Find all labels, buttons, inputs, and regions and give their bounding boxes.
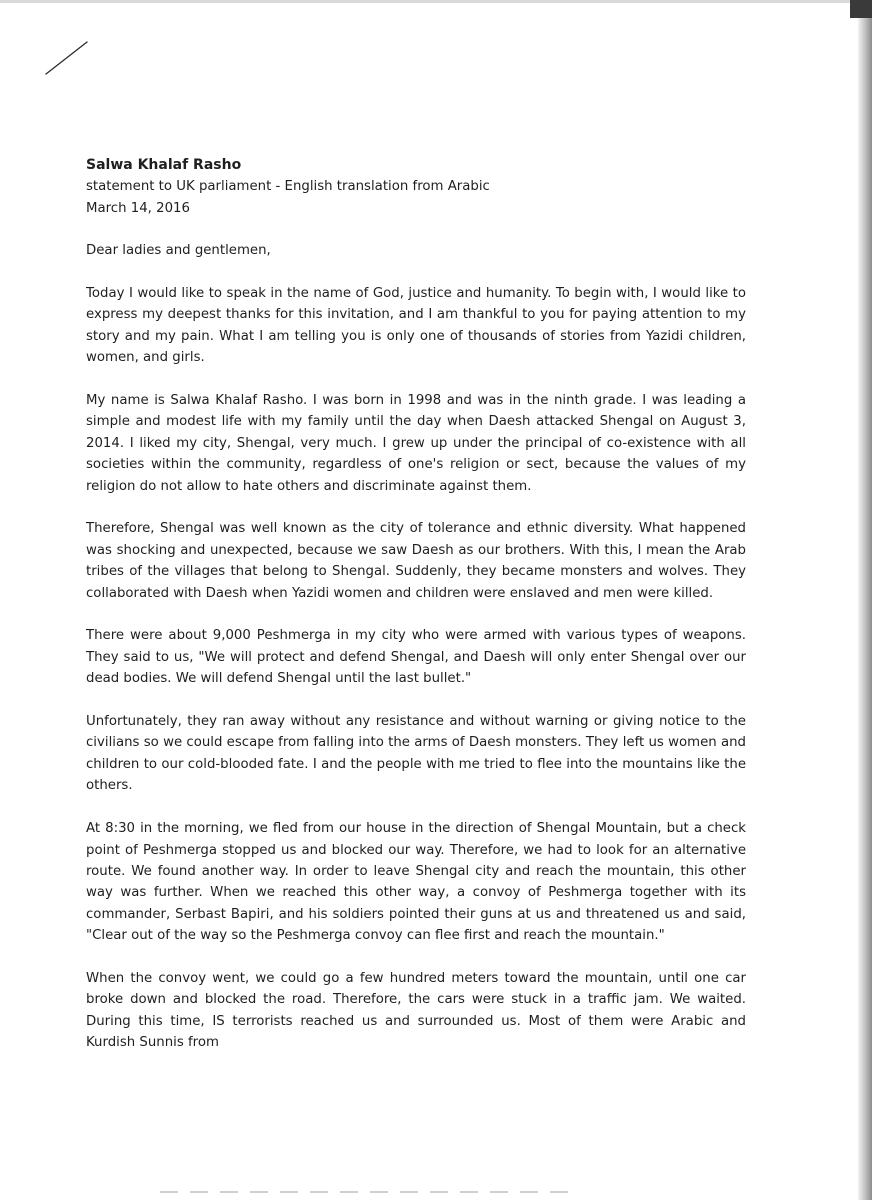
- document-subtitle: statement to UK parliament - English translation from Arabic: [86, 179, 490, 195]
- document-date: March 14, 2016: [86, 200, 190, 216]
- paragraph: Therefore, Shengal was well known as the city of tolerance and ethnic diversity. What happened was shocking and unexpected, because we saw Daesh as our brothers. With this, I mean the Arab tribes of the villages that belong to Shengal. Suddenly, they became monsters and wolves. They collaborated with Daesh when Yazidi women and children were enslaved and men were killed.: [86, 521, 746, 601]
- paragraph: When the convoy went, we could go a few hundred meters toward the mountain, until one car broke down and blocked the road. Therefore, the cars were stuck in a traffic jam. We waited. During this time, IS terrorists reached us and surrounded us. Most of them were Arabic and Kurdish Sunnis from: [86, 970, 746, 1051]
- paragraph: Unfortunately, they ran away without any resistance and without warning or giving notice to the civilians so we could escape from falling into the arms of Daesh monsters. They left us women and children to our cold-blooded fate. I and the people with me tried to flee into the mountains like the others.: [86, 714, 746, 794]
- author-name: Salwa Khalaf Rasho: [86, 157, 242, 173]
- scan-corner-shadow: [850, 0, 872, 18]
- scan-faint-marks: [160, 1191, 580, 1193]
- paragraph: Today I would like to speak in the name of God, justice and humanity. To begin with, I would like to express my deepest thanks for this invitation, and I am thankful to you for paying attention to my story and my pain. What I am telling you is only one of thousands of stories from Yazidi children, women, and girls.: [86, 286, 746, 366]
- scan-edge-right: [858, 0, 872, 1200]
- pen-stroke-mark: [44, 40, 90, 76]
- scan-edge-top: [0, 0, 872, 3]
- paragraph: There were about 9,000 Peshmerga in my city who were armed with various types of weapons. They said to us, "We will protect and defend Shengal, and Daesh will only enter Shengal over our dead bodies. We will defend Shengal until the last bullet.": [86, 628, 746, 687]
- document-body: [86, 155, 746, 1054]
- document-header: [86, 155, 746, 219]
- paragraph: My name is Salwa Khalaf Rasho. I was born in 1998 and was in the ninth grade. I was leading a simple and modest life with my family until the day when Daesh attacked Shengal on August 3, 2014. I liked my city, Shengal, very much. I grew up under the principal of co-existence with all societies within the community, regardless of one's religion or sect, because the values of my religion do not allow to hate others and discriminate against them.: [86, 393, 746, 494]
- paragraph: At 8:30 in the morning, we fled from our house in the direction of Shengal Mountain, but a check point of Peshmerga stopped us and blocked our way. Therefore, we had to look for an alternative route. We found another way. In order to leave Shengal city and reach the mountain, this other way was further. When we reached this other way, a convoy of Peshmerga together with its commander, Serbast Bapiri, and his soldiers pointed their guns at us and threatened us and said, "Clear out of the way so the Peshmerga convoy can flee first and reach the mountain.": [86, 821, 746, 944]
- salutation: Dear ladies and gentlemen,: [86, 243, 271, 259]
